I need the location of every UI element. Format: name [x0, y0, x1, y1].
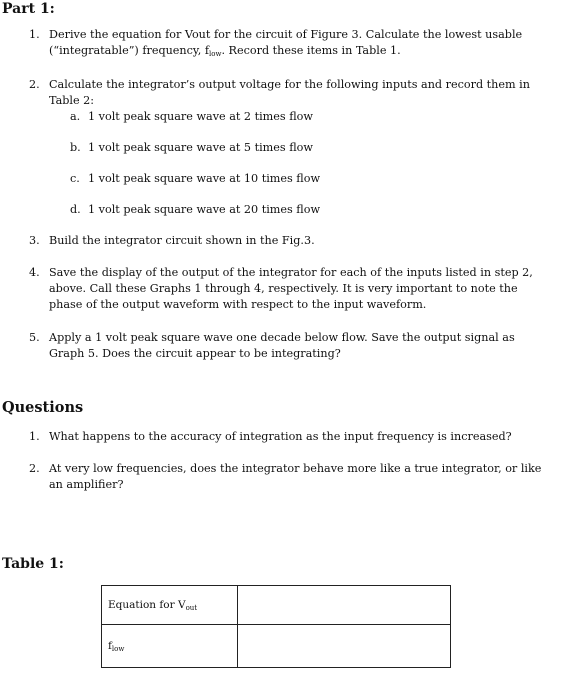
- part1-item-5-line-1: Apply a 1 volt peak square wave one decade below flow. Save the output signal as: [49, 331, 515, 344]
- part1-item-3-number: 3.: [29, 234, 40, 247]
- subitem-a-text: 1 volt peak square wave at 2 times flow: [88, 110, 313, 123]
- table1-row-1-label-sub: out: [185, 604, 198, 612]
- part1-item-4-number: 4.: [29, 266, 40, 279]
- question-1-number: 1.: [29, 430, 40, 443]
- table1-row-divider: [102, 624, 450, 625]
- subitem-c-text: 1 volt peak square wave at 10 times flow: [88, 172, 321, 185]
- questions-heading: Questions: [2, 399, 84, 416]
- subitem-d-letter: d.: [70, 203, 81, 216]
- question-2-line-2: an amplifier?: [49, 478, 124, 491]
- table1-row-2-label-main: f: [108, 640, 112, 652]
- part1-heading: Part 1:: [2, 1, 55, 17]
- part1-item-2-number: 2.: [29, 78, 40, 91]
- table1-row-1-label-main: Equation for V: [108, 599, 186, 611]
- subitem-c-letter: c.: [70, 172, 80, 185]
- part1-item-4-line-3: phase of the output waveform with respect to the input waveform.: [49, 298, 427, 311]
- part1-item-1-line-1: Derive the equation for Vout for the circuit of Figure 3. Calculate the lowest usable: [49, 28, 523, 41]
- table1-row-1-label: [108, 599, 197, 611]
- table1-column-divider: [237, 586, 238, 667]
- subitem-b-letter: b.: [70, 141, 81, 154]
- part1-item-1-line-2b: . Record these items in Table 1.: [221, 44, 401, 57]
- subitem-b-text: 1 volt peak square wave at 5 times flow: [88, 141, 313, 154]
- table1-row-2-label-sub: low: [111, 645, 125, 653]
- part1-item-4-line-2: above. Call these Graphs 1 through 4, respectively. It is very important to note the: [49, 282, 518, 295]
- subitem-d-text: 1 volt peak square wave at 20 times flow: [88, 203, 321, 216]
- table1-heading: Table 1:: [2, 556, 64, 572]
- subitem-a-letter: a.: [70, 110, 81, 123]
- part1-item-4-line-1: Save the display of the output of the integrator for each of the inputs listed in step 2,: [49, 266, 533, 279]
- table1-row-2-label: [108, 640, 124, 652]
- question-2-number: 2.: [29, 462, 40, 475]
- part1-item-3-line-1: Build the integrator circuit shown in the Fig.3.: [49, 234, 315, 247]
- part1-item-1-number: 1.: [29, 28, 40, 41]
- part1-item-1-line-2: [49, 44, 401, 59]
- question-2-line-1: At very low frequencies, does the integrator behave more like a true integrator, or like: [49, 462, 542, 475]
- part1-item-5-line-2: Graph 5. Does the circuit appear to be integrating?: [49, 347, 341, 360]
- f-low-subscript: low: [208, 50, 222, 58]
- table1: [101, 585, 451, 668]
- part1-item-2-line-2: Table 2:: [49, 94, 95, 107]
- part1-item-1-line-2a: (“integratable”) frequency, f: [49, 44, 209, 57]
- part1-item-5-number: 5.: [29, 331, 40, 344]
- part1-item-2-line-1: Calculate the integrator’s output voltage for the following inputs and record them in: [49, 78, 530, 91]
- question-1-text: What happens to the accuracy of integration as the input frequency is increased?: [49, 430, 512, 443]
